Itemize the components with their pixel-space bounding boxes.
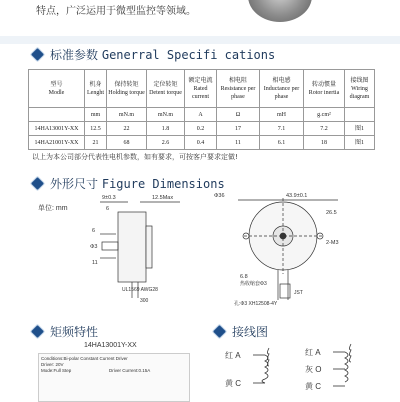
wiring-diagrams xyxy=(225,340,400,400)
table-cell: 7.1 xyxy=(260,122,304,136)
table-cell: 14HA21001Y-XX xyxy=(29,136,85,150)
dim-width: 6 xyxy=(106,206,110,212)
wire-right-b: 灰 O xyxy=(305,365,322,374)
spec-note: 以上为本公司部分代表性电机参数，如有要求，可按客户要求定做! xyxy=(32,153,238,161)
header-cell: 相电阻 Resistance per phase xyxy=(217,70,260,108)
dim-shaft: Φ3 xyxy=(90,244,98,250)
unit-cell xyxy=(29,108,85,122)
diamond-icon xyxy=(31,325,44,338)
table-cell: 6.1 xyxy=(260,136,304,150)
spec-table xyxy=(28,69,375,150)
unit-cell: Ω xyxy=(217,108,260,122)
divider xyxy=(0,36,400,44)
table-cell: 17 xyxy=(217,122,260,136)
intro-text: 特点，广泛运用于微型监控等领域。 xyxy=(36,6,196,17)
header-cell: 定位转矩 Detent torque xyxy=(147,70,185,108)
diamond-icon xyxy=(31,48,44,61)
wire-left-c: 黄 C xyxy=(225,379,241,388)
table-cell: 0.4 xyxy=(185,136,217,150)
dim-height-b: 11 xyxy=(92,260,98,266)
torque-title: 矩频特性 xyxy=(50,324,99,339)
table-cell: 22 xyxy=(107,122,147,136)
dim-top-right: 12.5Max xyxy=(152,195,174,201)
unit-cell: mH xyxy=(260,108,304,122)
table-cell: 18 xyxy=(304,136,345,150)
wire-right-a: 红 A xyxy=(305,348,321,357)
table-cell: 21 xyxy=(85,136,107,150)
cable-spec: UL1569 AWG28 xyxy=(122,287,158,293)
motor-photo xyxy=(248,0,312,22)
unit-cell: mN.m xyxy=(107,108,147,122)
table-cell: 12.5 xyxy=(85,122,107,136)
table-cell: 2.6 xyxy=(147,136,185,150)
table-cell: 0.2 xyxy=(185,122,217,136)
wiring-title: 接线图 xyxy=(232,324,269,339)
wire-left-a: 红 A xyxy=(225,351,241,360)
dim-right-top: 26.5 xyxy=(326,210,337,216)
dimensions-title-en: Figure Dimensions xyxy=(101,176,225,191)
header-cell: 保持转矩 Holding torque xyxy=(107,70,147,108)
specs-title-cn: 标准参数 xyxy=(50,47,99,62)
unit-cell: A xyxy=(185,108,217,122)
side-view-drawing xyxy=(80,190,200,305)
header-cell: 机身 Lenght xyxy=(85,70,107,108)
unit-label: 单位: mm xyxy=(38,205,68,212)
torque-driver: Driver: 20V xyxy=(41,362,64,367)
table-cell: 68 xyxy=(107,136,147,150)
table-cell: 图1 xyxy=(345,122,375,136)
diamond-icon xyxy=(31,177,44,190)
unit-cell: g.cm² xyxy=(304,108,345,122)
dimensions-section-header xyxy=(33,176,225,190)
header-cell: 额定电流 Rated current xyxy=(185,70,217,108)
torque-current: Driver Current:0.15A xyxy=(109,368,151,373)
specs-section-header xyxy=(33,47,275,61)
diamond-icon xyxy=(213,325,226,338)
table-unit-row xyxy=(29,108,375,122)
footer-note: 孔:Φ3 XH12508-4Y xyxy=(234,301,278,307)
unit-cell xyxy=(345,108,375,122)
header-cell: 接线图 Wiring diagram xyxy=(345,70,375,108)
table-cell: 7.2 xyxy=(304,122,345,136)
table-cell: 1.8 xyxy=(147,122,185,136)
torque-model: 14HA13001Y-XX xyxy=(84,342,137,349)
dim-body-dia: Φ36 xyxy=(214,193,225,199)
torque-mode: Mode:Full Step xyxy=(41,368,72,373)
unit-cell: mN.m xyxy=(147,108,185,122)
unit-cell: mm xyxy=(85,108,107,122)
front-view-drawing xyxy=(208,188,358,316)
dim-mount: 2-M3 xyxy=(326,240,339,246)
table-header-row xyxy=(29,70,375,108)
dim-overall: 43.9±0.1 xyxy=(286,193,308,199)
torque-chart xyxy=(38,353,190,402)
header-cell: 相电感 Inductance per phase xyxy=(260,70,304,108)
table-row xyxy=(29,136,375,150)
torque-section-header xyxy=(33,324,98,338)
dim-top-left: 9±0.3 xyxy=(102,195,116,201)
specs-title-en: Generral Specifi cations xyxy=(101,47,276,62)
dim-small: 6.8 xyxy=(240,274,248,280)
header-cell: 型号 Modle xyxy=(29,70,85,108)
wiring-section-header xyxy=(215,324,268,338)
cable-length: 300 xyxy=(140,298,149,304)
table-cell: 图1 xyxy=(345,136,375,150)
table-cell: 11 xyxy=(217,136,260,150)
connector-label: JST xyxy=(294,290,303,296)
wire-right-c: 黄 C xyxy=(305,382,321,391)
dimensions-title-cn: 外形尺寸 xyxy=(50,176,99,191)
header-cell: 转动惯量 Rotor inertia xyxy=(304,70,345,108)
hole-note: 热收缩套Φ3 xyxy=(240,281,267,287)
table-row xyxy=(29,122,375,136)
table-cell: 14HA13001Y-XX xyxy=(29,122,85,136)
torque-conditions: Conditions:Bi-polar Constant Current Driver xyxy=(41,356,128,361)
dim-height-a: 6 xyxy=(92,228,96,234)
